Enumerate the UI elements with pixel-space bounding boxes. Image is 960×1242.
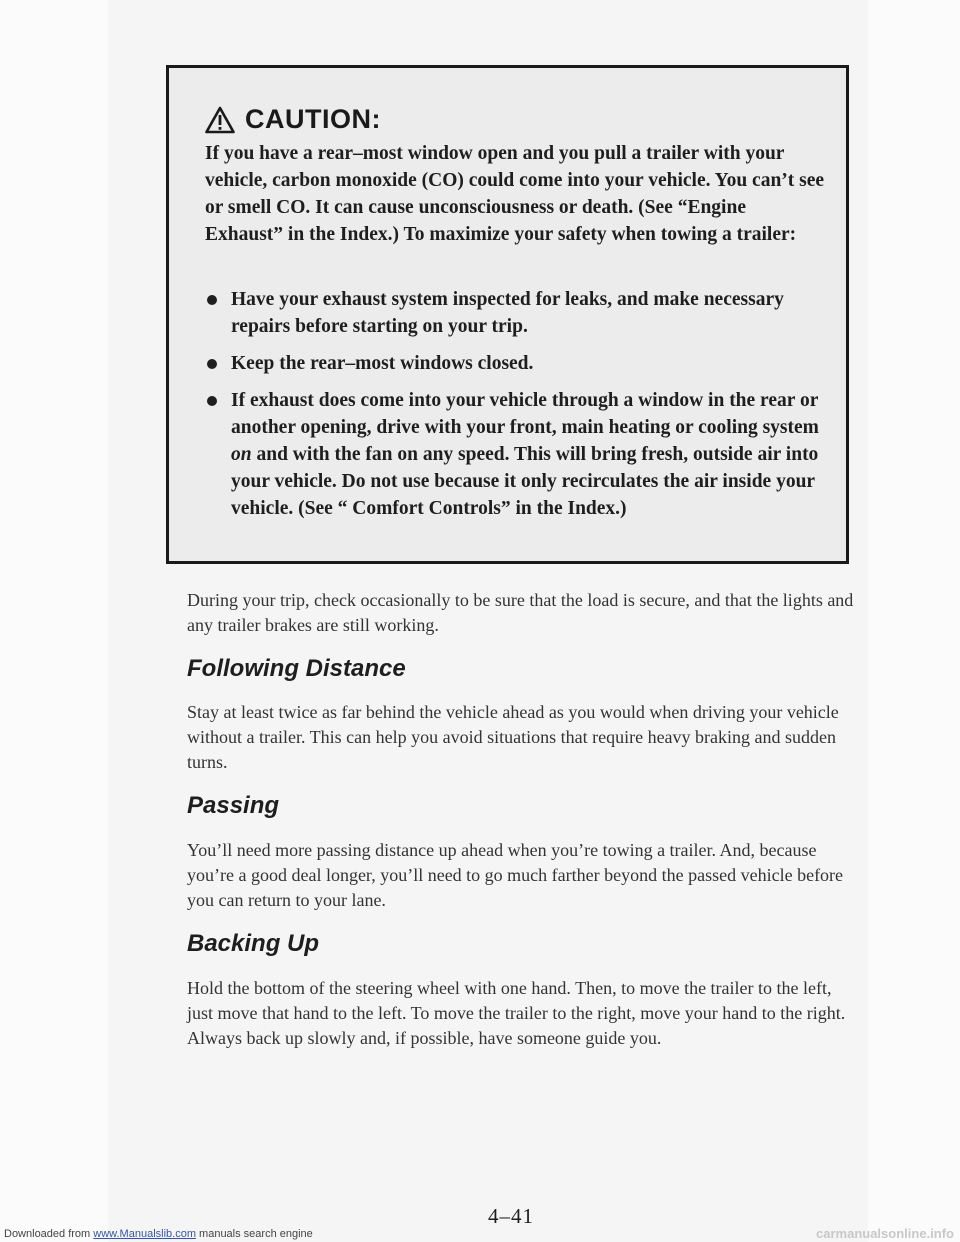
footer-suffix: manuals search engine — [195, 1228, 313, 1240]
caution-intro: If you have a rear–most window open and you pull a trailer with your vehicle, carbon monoxide (CO) could come into your vehicle. You can’t see or smell CO. It can cause unconsciousness or death. (See “Engine Exhaust” in the Index.) To maximize your safety when towing a trailer: — [205, 143, 825, 245]
caution-header — [205, 104, 381, 135]
caution-item-text-before: If exhaust does come into your vehicle through a window in the rear or another opening, drive with your front, main heating or cooling system — [231, 390, 819, 438]
watermark: carmanualsonline.info — [816, 1226, 954, 1241]
manualslib-link[interactable]: www.Manualslib.com — [93, 1228, 196, 1240]
section-heading-following-distance: Following Distance — [187, 655, 406, 682]
section-body-following-distance: Stay at least twice as far behind the vehicle ahead as you would when driving your vehicle without a trailer. This can help you avoid situations that require heavy braking and sudden turns. — [187, 702, 839, 772]
bullet-icon — [207, 396, 217, 406]
bullet-icon — [207, 359, 217, 369]
caution-item — [205, 350, 825, 377]
trip-paragraph: During your trip, check occasionally to be sure that the load is secure, and that the lights and any trailer brakes are still working. — [187, 590, 854, 635]
caution-item-emphasis: on — [231, 444, 252, 465]
footer-prefix: Downloaded from — [4, 1228, 94, 1240]
caution-title: CAUTION: — [245, 104, 381, 134]
caution-item — [205, 387, 825, 522]
section-heading-passing: Passing — [187, 792, 280, 819]
section-heading-backing-up: Backing Up — [187, 930, 320, 957]
page-number: 4–41 — [488, 1204, 534, 1228]
caution-item-text-after: and with the fan on any speed. This will bring fresh, outside air into your vehicle. Do not use because it only recirculates the air inside your vehicle. (See “ Comfort Controls” in the Index.) — [231, 444, 819, 519]
caution-item-text — [231, 390, 819, 519]
section-body-backing-up: Hold the bottom of the steering wheel with one hand. Then, to move the trailer to the left, just move that hand to the left. To move the trailer to the right, move your hand to the right. Always back up slowly and, if possible, have someone guide you. — [187, 978, 846, 1048]
caution-box — [166, 65, 849, 564]
download-footer — [4, 1228, 313, 1240]
caution-item-text: Keep the rear–most windows closed. — [231, 353, 534, 374]
caution-list — [205, 286, 825, 532]
section-body-passing: You’ll need more passing distance up ahead when you’re towing a trailer. And, because you’re a good deal longer, you’ll need to go much farther beyond the passed vehicle before you can return to your lane. — [187, 840, 844, 910]
bullet-icon — [207, 295, 217, 305]
caution-item-text: Have your exhaust system inspected for leaks, and make necessary repairs before starting on your trip. — [231, 289, 784, 337]
warning-triangle-icon — [205, 106, 235, 134]
caution-item — [205, 286, 825, 340]
